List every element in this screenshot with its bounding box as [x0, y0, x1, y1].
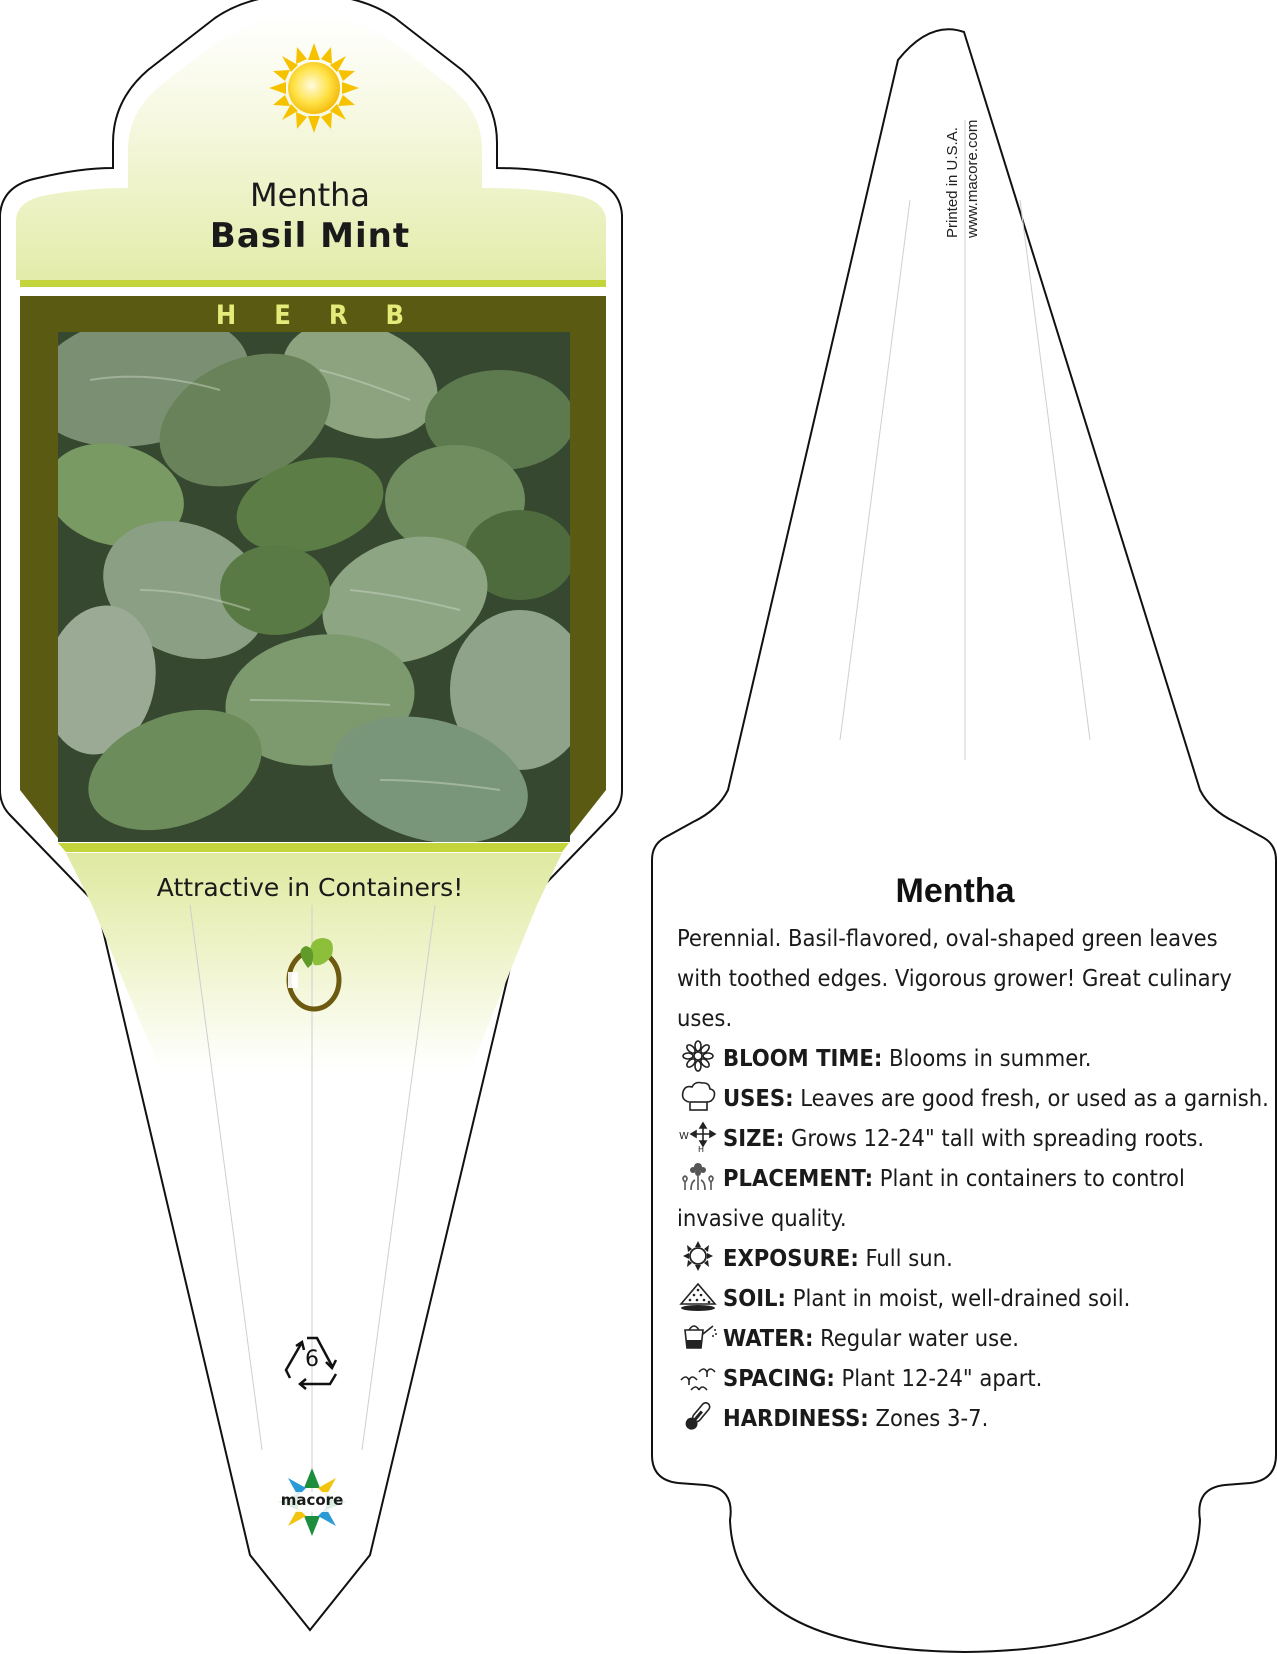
- sun-outline-icon: [677, 1240, 719, 1272]
- care-info: [677, 918, 1269, 1438]
- size-arrows-icon: [677, 1120, 719, 1152]
- placement-label: PLACEMENT:: [723, 1164, 874, 1192]
- soil-label: SOIL:: [723, 1284, 786, 1312]
- genus-name: Mentha: [249, 176, 370, 214]
- back-title: Mentha: [895, 872, 1015, 910]
- uses-label: USES:: [723, 1084, 794, 1112]
- size-value: Grows 12-24" tall with spreading roots.: [791, 1124, 1205, 1152]
- description: Perennial. Basil-flavored, oval-shaped green leaves with toothed edges. Vigorous grower! Great culinary uses.: [677, 924, 1232, 1032]
- uses-value: Leaves are good fresh, or used as a garnish.: [800, 1084, 1269, 1112]
- attr-uses: [677, 1078, 1269, 1118]
- attr-hardiness: [677, 1398, 1247, 1438]
- watering-can-icon: [677, 1320, 719, 1352]
- attr-water: [677, 1318, 1247, 1358]
- exposure-label: EXPOSURE:: [723, 1244, 859, 1272]
- category-label: HERB: [215, 300, 443, 331]
- attr-soil: [677, 1278, 1247, 1318]
- common-name: Basil Mint: [209, 216, 411, 256]
- attr-exposure: [677, 1238, 1247, 1278]
- svg-text:W: W: [679, 1131, 689, 1142]
- attr-size: [677, 1118, 1247, 1158]
- hardiness-label: HARDINESS:: [723, 1404, 869, 1432]
- printed-in: Printed in U.S.A.: [944, 127, 961, 238]
- thermometer-icon: [677, 1400, 719, 1432]
- soil-value: Plant in moist, well-drained soil.: [792, 1284, 1131, 1312]
- size-label: SIZE:: [723, 1124, 785, 1152]
- exposure-value: Full sun.: [865, 1244, 953, 1272]
- sun-icon: [269, 43, 359, 133]
- brand-name: macore: [280, 1491, 344, 1509]
- bloom-time-value: Blooms in summer.: [889, 1044, 1092, 1072]
- bloom-time-label: BLOOM TIME:: [723, 1044, 883, 1072]
- flower-icon: [677, 1040, 719, 1072]
- soil-icon: [677, 1280, 719, 1312]
- printer-website: www.macore.com: [964, 119, 981, 238]
- chef-hat-icon: [677, 1080, 719, 1112]
- water-value: Regular water use.: [820, 1324, 1019, 1352]
- attr-placement: [677, 1158, 1247, 1238]
- attr-spacing: [677, 1358, 1247, 1398]
- svg-text:H: H: [698, 1145, 705, 1152]
- spacing-label: SPACING:: [723, 1364, 835, 1392]
- spacing-icon: [677, 1360, 719, 1392]
- plants-icon: [677, 1160, 719, 1192]
- attr-bloom-time: [677, 1038, 1247, 1078]
- spacing-value: Plant 12-24" apart.: [841, 1364, 1043, 1392]
- tagline: Attractive in Containers!: [156, 873, 464, 902]
- printer-info: [940, 48, 1000, 238]
- hardiness-value: Zones 3-7.: [875, 1404, 989, 1432]
- water-label: WATER:: [723, 1324, 814, 1352]
- placement-value: Plant in containers to control invasive quality.: [677, 1164, 1185, 1232]
- recycle-number: 6: [305, 1347, 319, 1372]
- plant-photo: [20, 297, 590, 864]
